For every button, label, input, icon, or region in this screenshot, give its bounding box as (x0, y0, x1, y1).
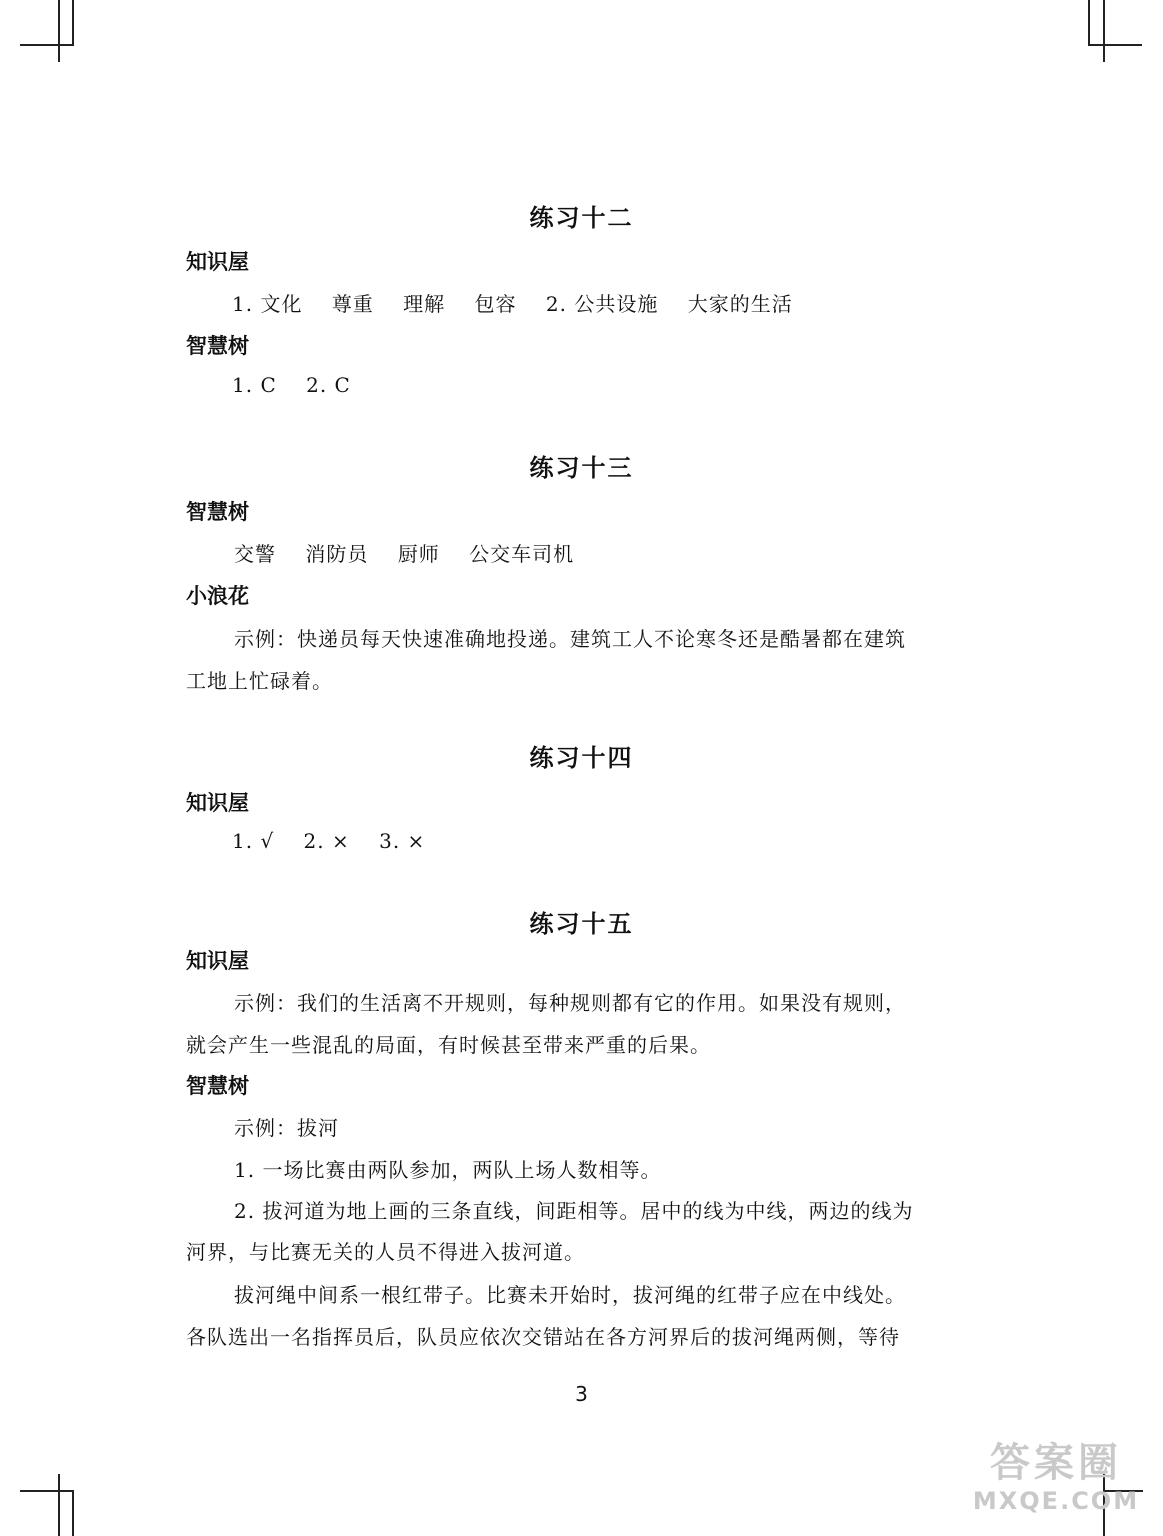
answer-item: 3. × (379, 829, 426, 853)
crop-mark-top-left (72, 0, 74, 46)
answer-item: 尊重 (331, 292, 374, 316)
subsection-heading: 小浪花 (186, 584, 249, 608)
answer-item: 公交车司机 (469, 542, 575, 566)
answer-line (232, 829, 425, 853)
watermark-logo (971, 1440, 1141, 1524)
paragraph-line: 河界，与比赛无关的人员不得进入拔河道。 (186, 1240, 585, 1264)
paragraph-line: 就会产生一些混乱的局面，有时候甚至带来严重的后果。 (186, 1033, 711, 1057)
paragraph-line: 示例：拔河 (234, 1116, 339, 1140)
subsection-heading: 智慧树 (186, 334, 249, 358)
answer-item: 2. 公共设施 (545, 292, 659, 316)
subsection-heading: 知识屋 (186, 949, 249, 973)
paragraph-line: 各队选出一名指挥员后，队员应依次交错站在各方河界后的拔河绳两侧，等待 (186, 1325, 900, 1349)
subsection-heading: 知识屋 (186, 791, 249, 815)
watermark-text: 答案圈 (990, 1440, 1122, 1486)
section-title: 练习十二 (529, 204, 634, 232)
answer-item: 包容 (474, 292, 517, 316)
answer-item: 2. C (306, 373, 351, 397)
crop-mark-bottom-left (58, 1474, 60, 1536)
answer-item: 1. C (232, 373, 277, 397)
paragraph-line: 1. 一场比赛由两队参加，两队上场人数相等。 (234, 1158, 662, 1182)
paragraph-line: 示例：快递员每天快速准确地投递。建筑工人不论寒冬还是酷暑都在建筑 (234, 627, 906, 651)
answer-item: 消防员 (305, 542, 369, 566)
answer-item: 2. × (303, 829, 350, 853)
subsection-heading: 知识屋 (186, 250, 249, 274)
answer-item: 1. 文化 (232, 292, 303, 316)
subsection-heading: 智慧树 (186, 500, 249, 524)
paragraph-line: 示例：我们的生活离不开规则，每种规则都有它的作用。如果没有规则， (234, 991, 906, 1015)
answer-item: 理解 (403, 292, 446, 316)
answer-line (232, 288, 793, 317)
crop-mark-top-left (58, 0, 60, 62)
crop-mark-top-right (1088, 44, 1142, 46)
crop-mark-top-right (1103, 0, 1105, 62)
section-title: 练习十四 (529, 744, 634, 772)
paragraph-line: 工地上忙碌着。 (186, 669, 333, 693)
page-number: 3 (575, 1382, 588, 1406)
answer-item: 大家的生活 (687, 292, 793, 316)
section-title: 练习十五 (529, 910, 634, 938)
paragraph-line: 2. 拔河道为地上画的三条直线，间距相等。居中的线为中线，两边的线为 (234, 1199, 914, 1223)
answer-line (234, 538, 574, 567)
paragraph-line: 拔河绳中间系一根红带子。比赛未开始时，拔河绳的红带子应在中线处。 (234, 1283, 906, 1307)
answer-line (232, 373, 351, 397)
crop-mark-top-right (1088, 0, 1090, 46)
crop-mark-top-left (20, 44, 74, 46)
section-title: 练习十三 (529, 454, 634, 482)
subsection-heading: 智慧树 (186, 1074, 249, 1098)
answer-item: 1. √ (232, 829, 275, 853)
watermark-url: MXQE.COM (972, 1487, 1140, 1515)
crop-mark-bottom-left (20, 1490, 74, 1492)
answer-item: 厨师 (397, 542, 440, 566)
answer-item: 交警 (234, 542, 276, 566)
crop-mark-bottom-left (72, 1490, 74, 1536)
